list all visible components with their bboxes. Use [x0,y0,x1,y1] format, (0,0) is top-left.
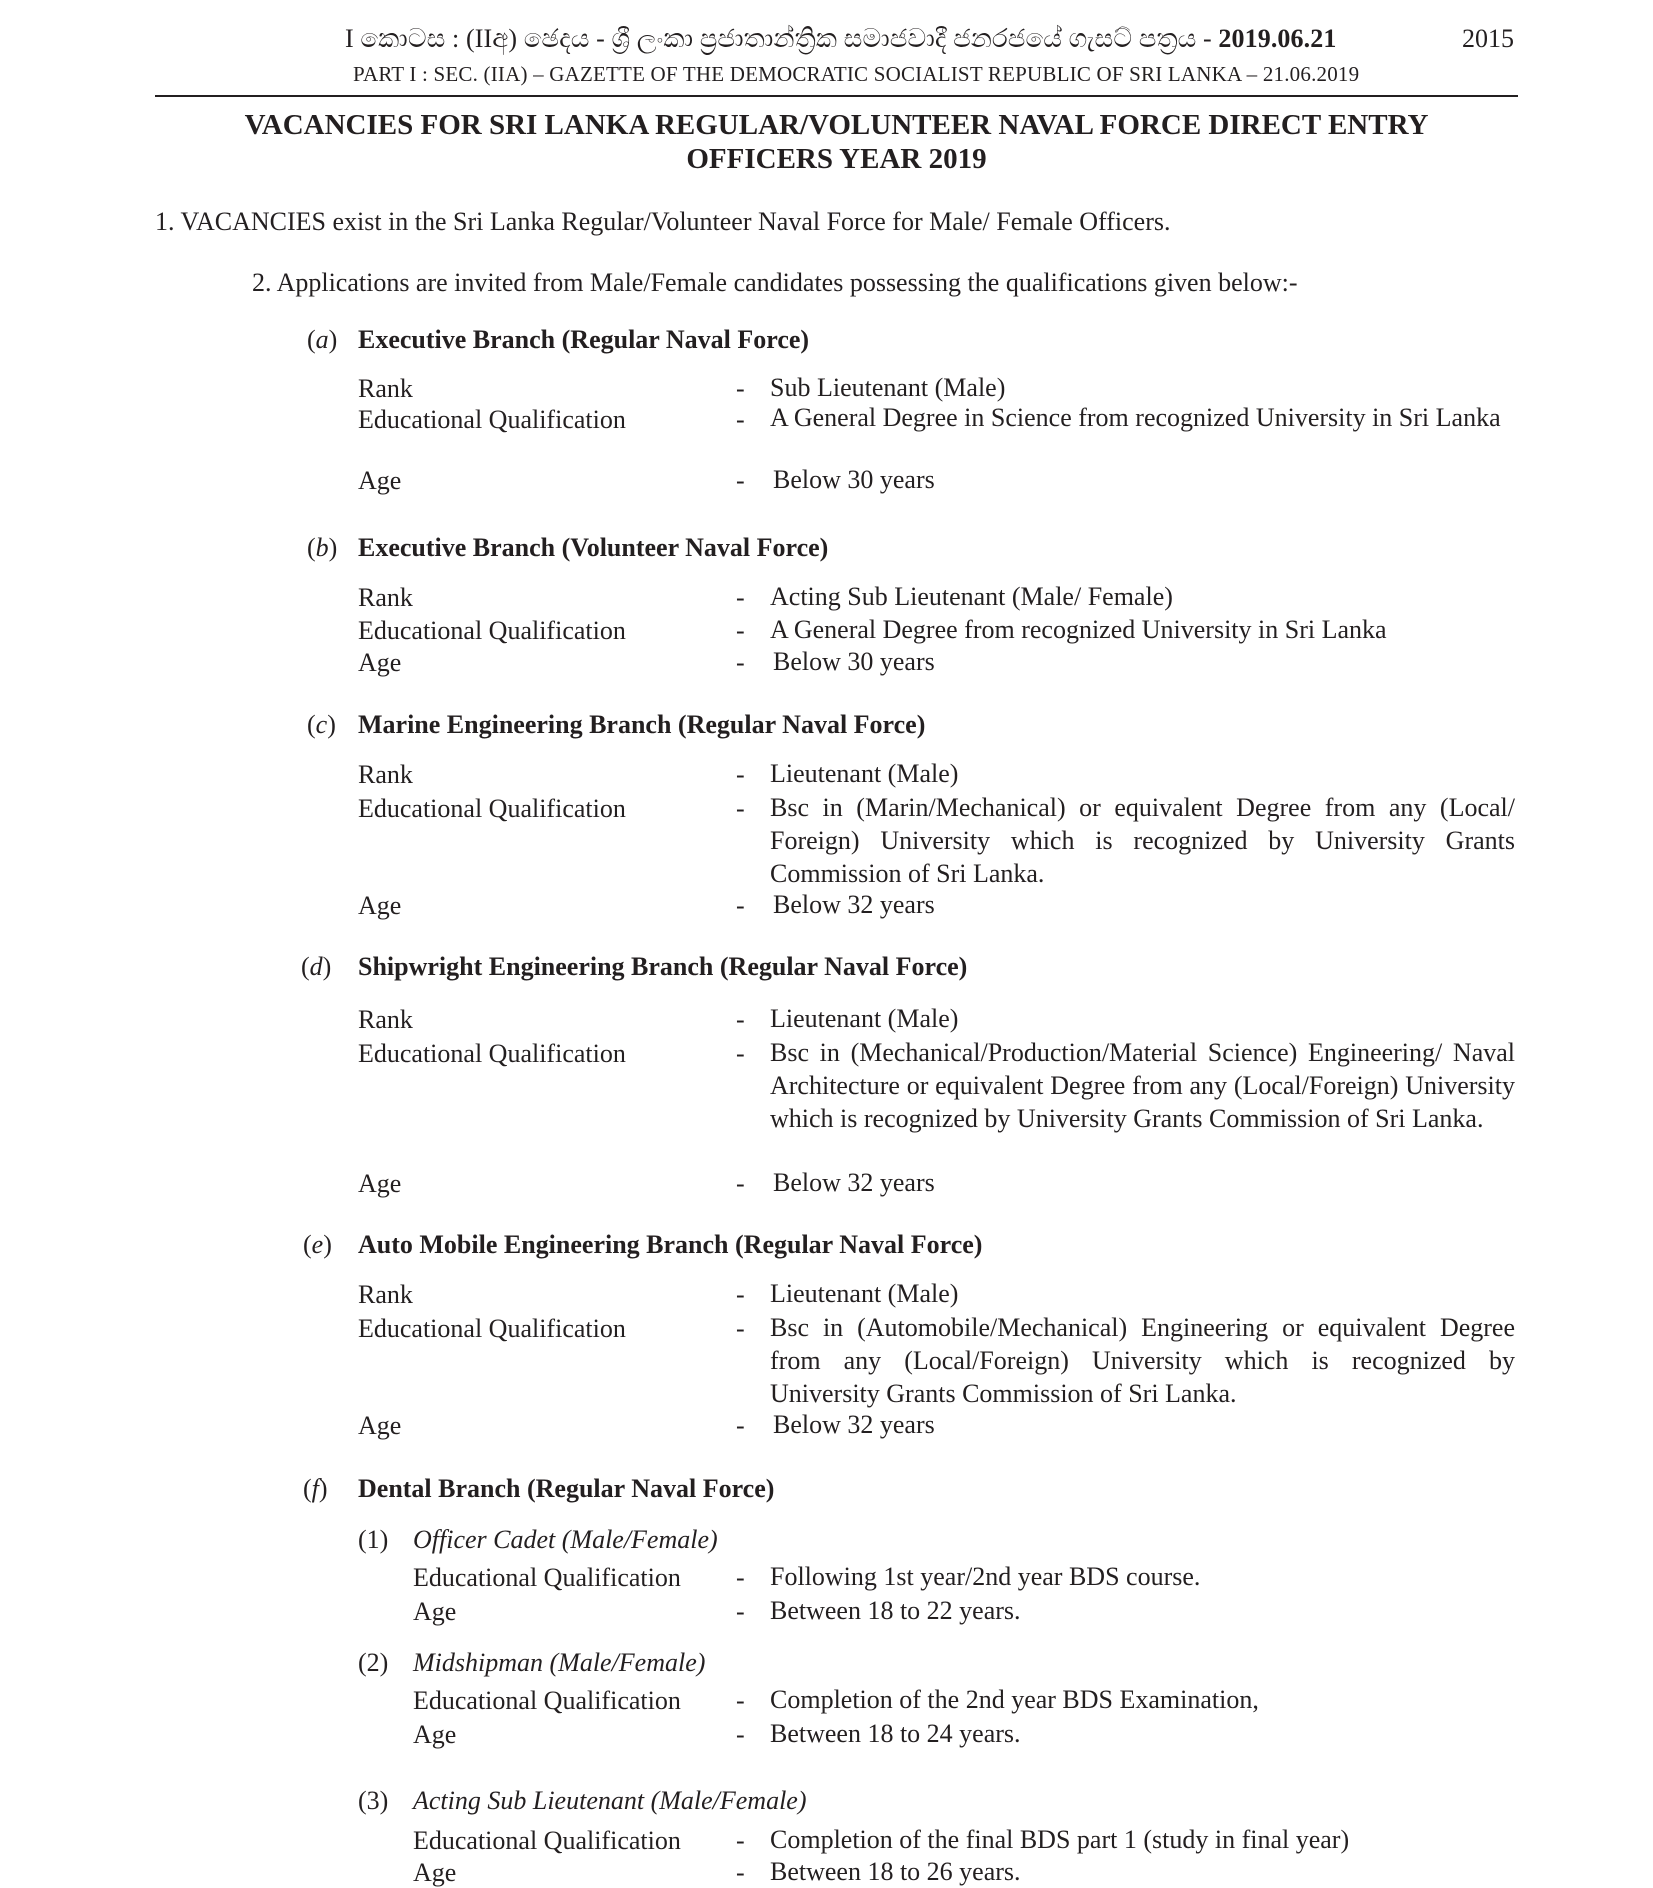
section-b-title: Executive Branch (Volunteer Naval Force) [358,533,829,562]
section-d-edu-dash: - [736,1039,745,1068]
sinhala-header-date: 2019.06.21 [1218,24,1337,53]
section-b-rank-label: Rank [358,583,413,612]
section-c-rank-value: Lieutenant (Male) [770,759,959,788]
section-a-title: Executive Branch (Regular Naval Force) [358,325,810,354]
section-e-letter: (e) [303,1230,332,1259]
section-d-title: Shipwright Engineering Branch (Regular Naval Force) [358,952,968,981]
section-f-sub-1-edu-label: Educational Qualification [413,1563,681,1592]
section-f-sub-3-edu-label: Educational Qualification [413,1826,681,1855]
section-b-rank-value: Acting Sub Lieutenant (Male/ Female) [770,582,1173,611]
section-f-sub-3-edu-value: Completion of the final BDS part 1 (study in final year) [770,1825,1350,1854]
section-f-letter: (f) [303,1474,328,1503]
section-f-sub-3-age-dash: - [736,1858,745,1887]
section-f-sub-1-edu-dash: - [736,1563,745,1592]
section-f-sub-2-number: (2) [358,1648,389,1677]
section-e-rank-dash: - [736,1280,745,1309]
section-c-rank-label: Rank [358,760,413,789]
section-e-age-dash: - [736,1411,745,1440]
english-header: PART I : SEC. (IIA) – GAZETTE OF THE DEMOCRATIC SOCIALIST REPUBLIC OF SRI LANKA – 21.06.2019 [353,62,1360,86]
section-a-rank-label: Rank [358,374,413,403]
section-f-sub-3-edu-dash: - [736,1826,745,1855]
section-d-rank-label: Rank [358,1005,413,1034]
section-a-age-dash: - [736,466,745,495]
section-c-age-label: Age [358,891,402,920]
section-c-age-dash: - [736,891,745,920]
section-d-letter: (d) [301,952,332,981]
title-line-1: VACANCIES FOR SRI LANKA REGULAR/VOLUNTEER NAVAL FORCE DIRECT ENTRY [244,109,1429,141]
section-b-edu-label: Educational Qualification [358,616,626,645]
section-f-sub-2-edu-value: Completion of the 2nd year BDS Examination, [770,1685,1259,1714]
section-f-sub-3-title: Acting Sub Lieutenant (Male/Female) [413,1786,807,1815]
section-e-age-value: Below 32 years [773,1410,935,1439]
section-f-sub-1-number: (1) [358,1525,389,1554]
section-d-age-dash: - [736,1169,745,1198]
section-f-sub-2-age-value: Between 18 to 24 years. [770,1719,1021,1748]
section-c-title: Marine Engineering Branch (Regular Naval Force) [358,710,926,739]
section-b-edu-dash: - [736,616,745,645]
section-e-age-label: Age [358,1411,402,1440]
sinhala-header-text: I කොටස : (IIඅ) ඡෙදය - ශ්‍රී ලංකා ප්‍රජාතාන්ත්‍රික සමාජවාදී ජනරජයේ ගැසට් පත්‍රය - [345,24,1212,53]
document-title [155,108,1518,176]
title-line-2: OFFICERS YEAR 2019 [686,143,987,175]
sinhala-header [345,24,1336,55]
page-number: 2015 [1462,24,1514,53]
section-b-edu-value: A General Degree from recognized University in Sri Lanka [770,615,1387,644]
section-d-edu-label: Educational Qualification [358,1039,626,1068]
section-b-age-dash: - [736,648,745,677]
section-a-edu-dash: - [736,405,745,434]
section-f-sub-3-age-value: Between 18 to 26 years. [770,1857,1021,1886]
section-f-sub-3-age-label: Age [413,1858,457,1887]
section-c-letter: (c) [307,710,336,739]
section-b-age-value: Below 30 years [773,647,935,676]
section-f-sub-1-title: Officer Cadet (Male/Female) [413,1525,718,1554]
section-a-edu-value: A General Degree in Science from recognized University in Sri Lanka [770,403,1501,432]
section-d-rank-dash: - [736,1005,745,1034]
section-e-title: Auto Mobile Engineering Branch (Regular Naval Force) [358,1230,983,1259]
section-d-edu-value: Bsc in (Mechanical/Production/Material Science) Engineering/ Naval Architecture or equivalent Degree from any (Local/Foreign) University which is recognized by University Grants Commission of Sri Lanka. [770,1038,1515,1133]
section-a-rank-value: Sub Lieutenant (Male) [770,373,1006,402]
section-f-sub-1-age-dash: - [736,1597,745,1626]
section-f-sub-2-age-dash: - [736,1720,745,1749]
section-a-edu-label: Educational Qualification [358,405,626,434]
section-b-rank-dash: - [736,583,745,612]
section-a-age-label: Age [358,466,402,495]
section-e-rank-label: Rank [358,1280,413,1309]
section-a-age-value: Below 30 years [773,465,935,494]
section-f-sub-2-age-label: Age [413,1720,457,1749]
section-a-letter: (a) [307,325,338,354]
section-f-sub-1-age-label: Age [413,1597,457,1626]
section-b-letter: (b) [307,533,338,562]
section-e-rank-value: Lieutenant (Male) [770,1279,959,1308]
section-b-age-label: Age [358,648,402,677]
section-f-sub-1-age-value: Between 18 to 22 years. [770,1596,1021,1625]
section-c-edu-dash: - [736,794,745,823]
section-f-sub-2-edu-label: Educational Qualification [413,1686,681,1715]
section-c-edu-value: Bsc in (Marin/Mechanical) or equivalent Degree from any (Local/ Foreign) University which is recognized by University Grants Commission of Sri Lanka. [770,793,1515,888]
section-c-age-value: Below 32 years [773,890,935,919]
paragraph-1: 1. VACANCIES exist in the Sri Lanka Regular/Volunteer Naval Force for Male/ Female Officers. [155,207,1171,236]
section-e-edu-value: Bsc in (Automobile/Mechanical) Engineering or equivalent Degree from any (Local/Foreign) University which is recognized by University Grants Commission of Sri Lanka. [770,1313,1515,1408]
header-divider [155,95,1518,97]
section-c-edu-label: Educational Qualification [358,794,626,823]
section-f-title: Dental Branch (Regular Naval Force) [358,1474,775,1503]
section-c-rank-dash: - [736,760,745,789]
section-a-rank-dash: - [736,374,745,403]
section-d-age-value: Below 32 years [773,1168,935,1197]
section-d-rank-value: Lieutenant (Male) [770,1004,959,1033]
section-e-edu-label: Educational Qualification [358,1314,626,1343]
paragraph-2: 2. Applications are invited from Male/Female candidates possessing the qualifications given below:- [252,268,1298,297]
section-f-sub-2-title: Midshipman (Male/Female) [413,1648,706,1677]
section-e-edu-dash: - [736,1314,745,1343]
section-f-sub-2-edu-dash: - [736,1686,745,1715]
section-f-sub-1-edu-value: Following 1st year/2nd year BDS course. [770,1562,1201,1591]
section-d-age-label: Age [358,1169,402,1198]
section-f-sub-3-number: (3) [358,1786,389,1815]
